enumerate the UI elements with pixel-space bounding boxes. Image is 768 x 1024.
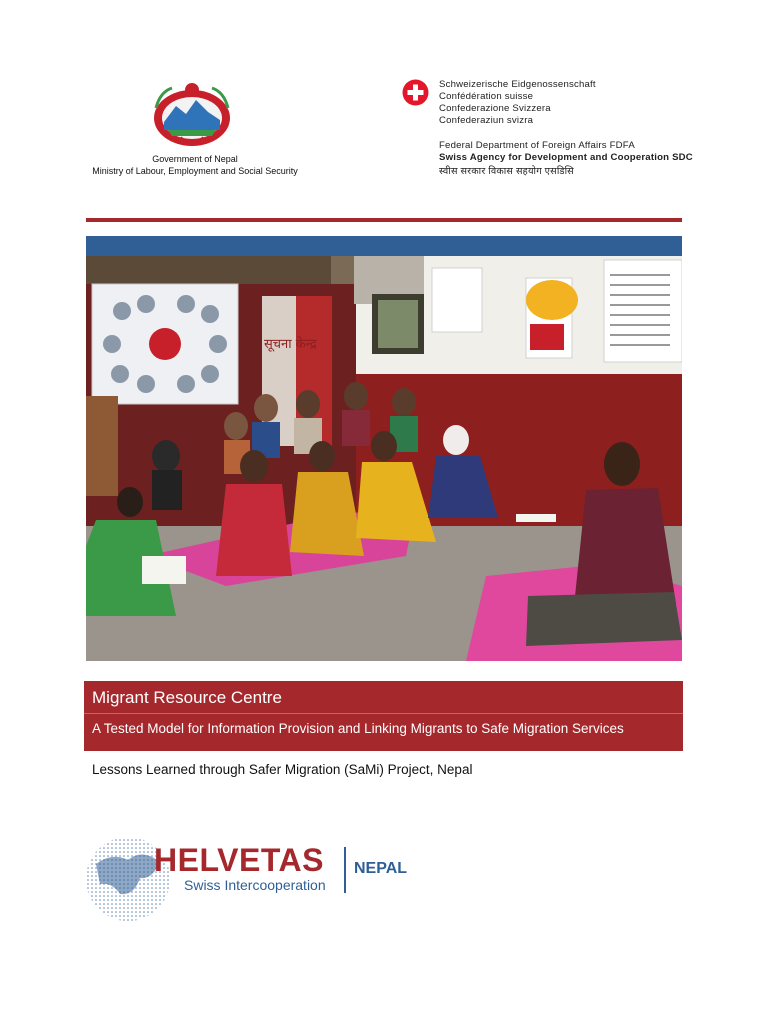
page-title: Migrant Resource Centre xyxy=(92,688,282,707)
helvetas-logo-text: HELVETAS xyxy=(154,842,324,878)
nepal-emblem-icon xyxy=(146,78,238,150)
swiss-name-rm: Confederaziun svizra xyxy=(439,115,534,126)
swiss-name-it: Confederazione Svizzera xyxy=(439,103,551,114)
logo-separator xyxy=(344,847,346,893)
swiss-flag-icon xyxy=(402,79,429,106)
header-rule xyxy=(86,218,682,222)
door-poster-text: सूचना केन्द्र xyxy=(264,337,317,352)
title-divider xyxy=(84,713,683,714)
swiss-name-de: Schweizerische Eidgenossenschaft xyxy=(439,79,596,90)
cover-photo xyxy=(86,256,682,661)
swiss-department: Federal Department of Foreign Affairs FDFA xyxy=(439,140,635,151)
gov-ministry: Ministry of Labour, Employment and Social Security xyxy=(92,166,298,176)
page-subtitle: A Tested Model for Information Provision and Linking Migrants to Safe Migration Services xyxy=(92,721,624,736)
photo-top-band xyxy=(86,236,682,256)
lessons-line: Lessons Learned through Safer Migration (SaMi) Project, Nepal xyxy=(92,762,473,777)
swiss-name-fr: Confédération suisse xyxy=(439,91,534,102)
helvetas-tagline: Swiss Intercooperation xyxy=(184,877,326,893)
swiss-agency-nepali: स्वीस सरकार विकास सहयोग एसडिसि xyxy=(439,166,574,177)
gov-name: Government of Nepal xyxy=(152,154,238,164)
swiss-agency: Swiss Agency for Development and Cooperation SDC xyxy=(439,152,693,163)
logo-country: NEPAL xyxy=(354,860,408,877)
